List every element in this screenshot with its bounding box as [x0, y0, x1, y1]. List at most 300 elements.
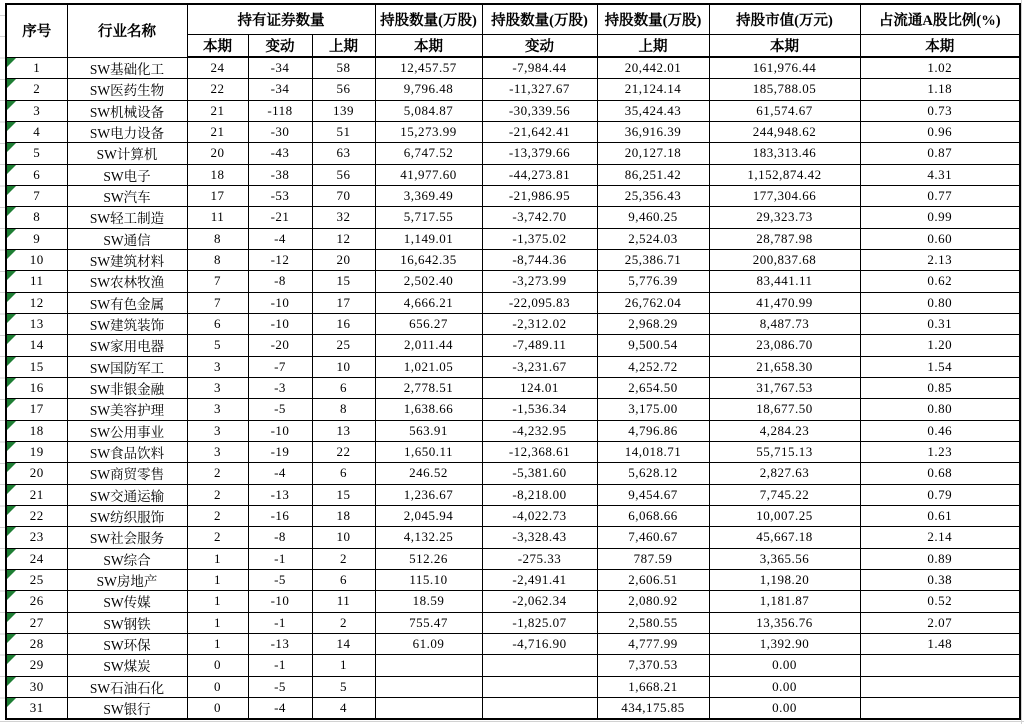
header-market-value-group[interactable]: 持股市值(万元) — [709, 4, 860, 35]
cell-qty-current[interactable]: 15,273.99 — [375, 121, 482, 142]
cell-market-value-current[interactable]: 0.00 — [709, 655, 860, 676]
cell-market-value-current[interactable]: 28,787.98 — [709, 228, 860, 249]
cell-sec-count-current[interactable]: 11 — [187, 207, 248, 228]
cell-ratio-current[interactable]: 4.31 — [860, 164, 1020, 185]
cell-seq[interactable] — [6, 697, 67, 719]
cell-sec-count-change[interactable]: -8 — [248, 527, 312, 548]
cell-ratio-current[interactable] — [860, 676, 1020, 697]
cell-qty-change[interactable]: -3,231.67 — [482, 356, 597, 377]
cell-ratio-current[interactable]: 0.31 — [860, 313, 1020, 334]
cell-sec-count-previous[interactable]: 14 — [312, 633, 375, 654]
cell-sec-count-previous[interactable]: 15 — [312, 271, 375, 292]
cell-qty-previous[interactable]: 25,356.43 — [597, 185, 709, 206]
cell-sec-count-change[interactable]: -10 — [248, 292, 312, 313]
cell-sec-count-previous[interactable]: 25 — [312, 335, 375, 356]
cell-sec-count-change[interactable]: -4 — [248, 463, 312, 484]
cell-qty-change[interactable]: -21,986.95 — [482, 185, 597, 206]
cell-qty-previous[interactable]: 5,628.12 — [597, 463, 709, 484]
cell-market-value-current[interactable]: 200,837.68 — [709, 249, 860, 270]
cell-industry[interactable]: SW汽车 — [67, 185, 187, 206]
cell-sec-count-current[interactable]: 1 — [187, 548, 248, 569]
cell-qty-change[interactable]: -30,339.56 — [482, 100, 597, 121]
cell-market-value-current[interactable]: 1,181.87 — [709, 591, 860, 612]
cell-industry[interactable]: SW电子 — [67, 164, 187, 185]
header-sec-count-current[interactable]: 本期 — [187, 35, 248, 58]
cell-ratio-current[interactable]: 0.38 — [860, 569, 1020, 590]
cell-qty-previous[interactable]: 35,424.43 — [597, 100, 709, 121]
cell-sec-count-current[interactable]: 3 — [187, 356, 248, 377]
cell-sec-count-change[interactable]: -16 — [248, 505, 312, 526]
cell-sec-count-current[interactable]: 21 — [187, 100, 248, 121]
cell-ratio-current[interactable]: 0.89 — [860, 548, 1020, 569]
cell-qty-previous[interactable]: 2,606.51 — [597, 569, 709, 590]
header-ratio-group[interactable]: 占流通A股比例(%) — [860, 4, 1020, 35]
cell-sec-count-previous[interactable]: 6 — [312, 569, 375, 590]
cell-qty-change[interactable]: -3,273.99 — [482, 271, 597, 292]
cell-ratio-current[interactable]: 1.18 — [860, 79, 1020, 100]
cell-qty-current[interactable]: 2,045.94 — [375, 505, 482, 526]
cell-qty-previous[interactable]: 9,454.67 — [597, 484, 709, 505]
cell-market-value-current[interactable]: 4,284.23 — [709, 420, 860, 441]
cell-sec-count-previous[interactable]: 1 — [312, 655, 375, 676]
cell-sec-count-previous[interactable]: 22 — [312, 441, 375, 462]
cell-qty-previous[interactable]: 7,460.67 — [597, 527, 709, 548]
cell-ratio-current[interactable]: 2.07 — [860, 612, 1020, 633]
cell-seq[interactable] — [6, 463, 67, 484]
cell-qty-change[interactable]: -1,375.02 — [482, 228, 597, 249]
cell-market-value-current[interactable]: 18,677.50 — [709, 399, 860, 420]
cell-market-value-current[interactable]: 45,667.18 — [709, 527, 860, 548]
cell-qty-change[interactable]: -4,022.73 — [482, 505, 597, 526]
cell-sec-count-change[interactable]: -10 — [248, 420, 312, 441]
cell-market-value-current[interactable]: 161,976.44 — [709, 57, 860, 79]
cell-qty-change[interactable] — [482, 655, 597, 676]
cell-sec-count-current[interactable]: 5 — [187, 335, 248, 356]
cell-qty-change[interactable]: -3,328.43 — [482, 527, 597, 548]
cell-qty-change[interactable]: -275.33 — [482, 548, 597, 569]
cell-qty-change[interactable]: -7,489.11 — [482, 335, 597, 356]
cell-sec-count-current[interactable]: 0 — [187, 697, 248, 719]
cell-qty-current[interactable]: 6,747.52 — [375, 143, 482, 164]
cell-qty-current[interactable]: 115.10 — [375, 569, 482, 590]
cell-market-value-current[interactable]: 23,086.70 — [709, 335, 860, 356]
cell-sec-count-previous[interactable]: 15 — [312, 484, 375, 505]
cell-qty-change[interactable]: -4,716.90 — [482, 633, 597, 654]
header-sec-count-previous[interactable]: 上期 — [312, 35, 375, 58]
cell-industry[interactable]: SW房地产 — [67, 569, 187, 590]
cell-seq[interactable] — [6, 143, 67, 164]
cell-qty-change[interactable]: -4,232.95 — [482, 420, 597, 441]
cell-market-value-current[interactable]: 1,198.20 — [709, 569, 860, 590]
cell-market-value-current[interactable]: 1,392.90 — [709, 633, 860, 654]
cell-qty-change[interactable]: -3,742.70 — [482, 207, 597, 228]
cell-ratio-current[interactable] — [860, 655, 1020, 676]
cell-market-value-current[interactable]: 0.00 — [709, 676, 860, 697]
cell-qty-previous[interactable]: 4,777.99 — [597, 633, 709, 654]
cell-seq[interactable] — [6, 569, 67, 590]
cell-qty-previous[interactable]: 25,386.71 — [597, 249, 709, 270]
cell-qty-current[interactable]: 656.27 — [375, 313, 482, 334]
cell-sec-count-previous[interactable]: 6 — [312, 463, 375, 484]
cell-ratio-current[interactable]: 0.46 — [860, 420, 1020, 441]
cell-seq[interactable] — [6, 207, 67, 228]
cell-sec-count-previous[interactable]: 17 — [312, 292, 375, 313]
cell-qty-previous[interactable]: 2,580.55 — [597, 612, 709, 633]
cell-industry[interactable]: SW农林牧渔 — [67, 271, 187, 292]
cell-qty-previous[interactable]: 4,796.86 — [597, 420, 709, 441]
cell-sec-count-previous[interactable]: 10 — [312, 356, 375, 377]
cell-market-value-current[interactable]: 185,788.05 — [709, 79, 860, 100]
cell-sec-count-current[interactable]: 2 — [187, 484, 248, 505]
cell-sec-count-current[interactable]: 8 — [187, 228, 248, 249]
cell-sec-count-current[interactable]: 3 — [187, 441, 248, 462]
cell-ratio-current[interactable]: 0.80 — [860, 399, 1020, 420]
cell-sec-count-current[interactable]: 2 — [187, 463, 248, 484]
cell-sec-count-change[interactable]: -34 — [248, 79, 312, 100]
cell-qty-current[interactable]: 2,011.44 — [375, 335, 482, 356]
cell-sec-count-current[interactable]: 3 — [187, 399, 248, 420]
cell-ratio-current[interactable]: 0.79 — [860, 484, 1020, 505]
cell-industry[interactable]: SW交通运输 — [67, 484, 187, 505]
cell-qty-previous[interactable]: 3,175.00 — [597, 399, 709, 420]
cell-qty-current[interactable]: 1,021.05 — [375, 356, 482, 377]
cell-qty-previous[interactable]: 2,524.03 — [597, 228, 709, 249]
cell-sec-count-current[interactable]: 3 — [187, 420, 248, 441]
cell-industry[interactable]: SW轻工制造 — [67, 207, 187, 228]
cell-qty-change[interactable]: 124.01 — [482, 377, 597, 398]
cell-ratio-current[interactable]: 1.02 — [860, 57, 1020, 79]
cell-industry[interactable]: SW传媒 — [67, 591, 187, 612]
cell-qty-previous[interactable]: 21,124.14 — [597, 79, 709, 100]
cell-sec-count-change[interactable]: -13 — [248, 484, 312, 505]
cell-qty-change[interactable]: -21,642.41 — [482, 121, 597, 142]
cell-seq[interactable] — [6, 655, 67, 676]
cell-seq[interactable] — [6, 57, 67, 79]
cell-qty-previous[interactable]: 36,916.39 — [597, 121, 709, 142]
cell-sec-count-previous[interactable]: 58 — [312, 57, 375, 79]
header-qty-current[interactable]: 本期 — [375, 35, 482, 58]
cell-industry[interactable]: SW基础化工 — [67, 57, 187, 79]
cell-sec-count-previous[interactable]: 11 — [312, 591, 375, 612]
cell-sec-count-current[interactable]: 2 — [187, 505, 248, 526]
cell-sec-count-previous[interactable]: 8 — [312, 399, 375, 420]
cell-sec-count-change[interactable]: -38 — [248, 164, 312, 185]
cell-ratio-current[interactable]: 0.62 — [860, 271, 1020, 292]
cell-sec-count-change[interactable]: -5 — [248, 676, 312, 697]
cell-market-value-current[interactable]: 3,365.56 — [709, 548, 860, 569]
cell-sec-count-change[interactable]: -12 — [248, 249, 312, 270]
cell-industry[interactable]: SW有色金属 — [67, 292, 187, 313]
cell-qty-current[interactable]: 2,502.40 — [375, 271, 482, 292]
cell-sec-count-current[interactable]: 18 — [187, 164, 248, 185]
cell-sec-count-current[interactable]: 6 — [187, 313, 248, 334]
cell-sec-count-previous[interactable]: 20 — [312, 249, 375, 270]
cell-seq[interactable] — [6, 484, 67, 505]
cell-market-value-current[interactable]: 13,356.76 — [709, 612, 860, 633]
cell-qty-previous[interactable]: 2,968.29 — [597, 313, 709, 334]
cell-sec-count-change[interactable]: -1 — [248, 655, 312, 676]
cell-qty-previous[interactable]: 5,776.39 — [597, 271, 709, 292]
cell-sec-count-current[interactable]: 3 — [187, 377, 248, 398]
cell-sec-count-change[interactable]: -10 — [248, 313, 312, 334]
cell-qty-current[interactable]: 18.59 — [375, 591, 482, 612]
cell-sec-count-current[interactable]: 7 — [187, 271, 248, 292]
cell-qty-current[interactable]: 1,236.67 — [375, 484, 482, 505]
cell-seq[interactable] — [6, 676, 67, 697]
cell-qty-change[interactable]: -8,218.00 — [482, 484, 597, 505]
cell-qty-previous[interactable]: 2,080.92 — [597, 591, 709, 612]
cell-market-value-current[interactable]: 177,304.66 — [709, 185, 860, 206]
cell-sec-count-current[interactable]: 0 — [187, 655, 248, 676]
cell-qty-current[interactable] — [375, 676, 482, 697]
cell-seq[interactable] — [6, 79, 67, 100]
cell-qty-current[interactable]: 2,778.51 — [375, 377, 482, 398]
cell-sec-count-current[interactable]: 1 — [187, 591, 248, 612]
cell-market-value-current[interactable]: 10,007.25 — [709, 505, 860, 526]
cell-seq[interactable] — [6, 100, 67, 121]
cell-sec-count-previous[interactable]: 56 — [312, 79, 375, 100]
cell-seq[interactable] — [6, 292, 67, 313]
cell-qty-change[interactable]: -7,984.44 — [482, 57, 597, 79]
cell-industry[interactable]: SW环保 — [67, 633, 187, 654]
cell-ratio-current[interactable]: 0.52 — [860, 591, 1020, 612]
cell-ratio-current[interactable]: 1.48 — [860, 633, 1020, 654]
cell-seq[interactable] — [6, 356, 67, 377]
cell-sec-count-current[interactable]: 1 — [187, 633, 248, 654]
cell-ratio-current[interactable]: 0.77 — [860, 185, 1020, 206]
cell-industry[interactable]: SW国防军工 — [67, 356, 187, 377]
cell-qty-previous[interactable]: 434,175.85 — [597, 697, 709, 719]
cell-industry[interactable]: SW煤炭 — [67, 655, 187, 676]
cell-qty-previous[interactable]: 26,762.04 — [597, 292, 709, 313]
cell-industry[interactable]: SW食品饮料 — [67, 441, 187, 462]
cell-sec-count-previous[interactable]: 56 — [312, 164, 375, 185]
cell-market-value-current[interactable]: 21,658.30 — [709, 356, 860, 377]
cell-qty-change[interactable]: -13,379.66 — [482, 143, 597, 164]
cell-qty-previous[interactable]: 4,252.72 — [597, 356, 709, 377]
cell-industry[interactable]: SW纺织服饰 — [67, 505, 187, 526]
cell-qty-change[interactable]: -12,368.61 — [482, 441, 597, 462]
cell-sec-count-change[interactable]: -7 — [248, 356, 312, 377]
cell-qty-current[interactable]: 5,717.55 — [375, 207, 482, 228]
cell-seq[interactable] — [6, 249, 67, 270]
cell-qty-previous[interactable]: 6,068.66 — [597, 505, 709, 526]
cell-sec-count-previous[interactable]: 51 — [312, 121, 375, 142]
cell-industry[interactable]: SW医药生物 — [67, 79, 187, 100]
cell-sec-count-change[interactable]: -118 — [248, 100, 312, 121]
cell-qty-change[interactable]: -5,381.60 — [482, 463, 597, 484]
cell-seq[interactable] — [6, 271, 67, 292]
cell-sec-count-change[interactable]: -20 — [248, 335, 312, 356]
cell-sec-count-change[interactable]: -21 — [248, 207, 312, 228]
cell-seq[interactable] — [6, 420, 67, 441]
cell-ratio-current[interactable]: 1.20 — [860, 335, 1020, 356]
cell-qty-previous[interactable]: 9,500.54 — [597, 335, 709, 356]
cell-industry[interactable]: SW美容护理 — [67, 399, 187, 420]
cell-industry[interactable]: SW银行 — [67, 697, 187, 719]
cell-qty-change[interactable]: -1,536.34 — [482, 399, 597, 420]
cell-qty-change[interactable]: -2,312.02 — [482, 313, 597, 334]
cell-sec-count-change[interactable]: -4 — [248, 228, 312, 249]
header-market-value-current[interactable]: 本期 — [709, 35, 860, 58]
cell-sec-count-current[interactable]: 17 — [187, 185, 248, 206]
header-qty-group-previous[interactable]: 持股数量(万股) — [597, 4, 709, 35]
cell-sec-count-change[interactable]: -30 — [248, 121, 312, 142]
cell-qty-current[interactable]: 12,457.57 — [375, 57, 482, 79]
cell-seq[interactable] — [6, 591, 67, 612]
cell-sec-count-previous[interactable]: 6 — [312, 377, 375, 398]
cell-seq[interactable] — [6, 633, 67, 654]
cell-seq[interactable] — [6, 121, 67, 142]
cell-qty-previous[interactable]: 86,251.42 — [597, 164, 709, 185]
cell-sec-count-current[interactable]: 7 — [187, 292, 248, 313]
cell-qty-current[interactable]: 1,650.11 — [375, 441, 482, 462]
cell-sec-count-previous[interactable]: 4 — [312, 697, 375, 719]
cell-market-value-current[interactable]: 244,948.62 — [709, 121, 860, 142]
cell-sec-count-change[interactable]: -13 — [248, 633, 312, 654]
cell-seq[interactable] — [6, 313, 67, 334]
cell-qty-current[interactable] — [375, 697, 482, 719]
cell-qty-current[interactable]: 16,642.35 — [375, 249, 482, 270]
cell-qty-current[interactable]: 755.47 — [375, 612, 482, 633]
cell-market-value-current[interactable]: 8,487.73 — [709, 313, 860, 334]
cell-qty-current[interactable]: 1,149.01 — [375, 228, 482, 249]
cell-sec-count-change[interactable]: -1 — [248, 548, 312, 569]
cell-industry[interactable]: SW家用电器 — [67, 335, 187, 356]
cell-seq[interactable] — [6, 505, 67, 526]
cell-market-value-current[interactable]: 1,152,874.42 — [709, 164, 860, 185]
cell-qty-previous[interactable]: 20,442.01 — [597, 57, 709, 79]
cell-ratio-current[interactable]: 1.23 — [860, 441, 1020, 462]
cell-seq[interactable] — [6, 185, 67, 206]
cell-seq[interactable] — [6, 399, 67, 420]
cell-qty-previous[interactable]: 1,668.21 — [597, 676, 709, 697]
cell-sec-count-current[interactable]: 0 — [187, 676, 248, 697]
cell-qty-current[interactable]: 5,084.87 — [375, 100, 482, 121]
cell-industry[interactable]: SW通信 — [67, 228, 187, 249]
cell-industry[interactable]: SW社会服务 — [67, 527, 187, 548]
cell-qty-change[interactable]: -8,744.36 — [482, 249, 597, 270]
cell-qty-current[interactable]: 9,796.48 — [375, 79, 482, 100]
cell-qty-change[interactable]: -2,491.41 — [482, 569, 597, 590]
cell-sec-count-previous[interactable]: 18 — [312, 505, 375, 526]
cell-market-value-current[interactable]: 7,745.22 — [709, 484, 860, 505]
cell-market-value-current[interactable]: 61,574.67 — [709, 100, 860, 121]
cell-market-value-current[interactable]: 83,441.11 — [709, 271, 860, 292]
cell-seq[interactable] — [6, 527, 67, 548]
header-qty-group-change[interactable]: 持股数量(万股) — [482, 4, 597, 35]
cell-ratio-current[interactable] — [860, 697, 1020, 719]
cell-sec-count-change[interactable]: -19 — [248, 441, 312, 462]
cell-ratio-current[interactable]: 0.87 — [860, 143, 1020, 164]
cell-sec-count-current[interactable]: 1 — [187, 569, 248, 590]
cell-industry[interactable]: SW综合 — [67, 548, 187, 569]
cell-market-value-current[interactable]: 41,470.99 — [709, 292, 860, 313]
header-qty-previous[interactable]: 上期 — [597, 35, 709, 58]
cell-sec-count-current[interactable]: 21 — [187, 121, 248, 142]
cell-industry[interactable]: SW机械设备 — [67, 100, 187, 121]
cell-ratio-current[interactable]: 0.85 — [860, 377, 1020, 398]
cell-industry[interactable]: SW电力设备 — [67, 121, 187, 142]
cell-qty-change[interactable] — [482, 676, 597, 697]
cell-ratio-current[interactable]: 0.68 — [860, 463, 1020, 484]
cell-ratio-current[interactable]: 0.96 — [860, 121, 1020, 142]
cell-qty-previous[interactable]: 2,654.50 — [597, 377, 709, 398]
cell-ratio-current[interactable]: 0.80 — [860, 292, 1020, 313]
cell-qty-current[interactable]: 4,132.25 — [375, 527, 482, 548]
cell-market-value-current[interactable]: 2,827.63 — [709, 463, 860, 484]
cell-qty-change[interactable] — [482, 697, 597, 719]
cell-sec-count-previous[interactable]: 10 — [312, 527, 375, 548]
cell-seq[interactable] — [6, 377, 67, 398]
cell-qty-current[interactable] — [375, 655, 482, 676]
cell-industry[interactable]: SW公用事业 — [67, 420, 187, 441]
header-qty-change[interactable]: 变动 — [482, 35, 597, 58]
cell-sec-count-previous[interactable]: 70 — [312, 185, 375, 206]
cell-ratio-current[interactable]: 1.54 — [860, 356, 1020, 377]
header-ratio-current[interactable]: 本期 — [860, 35, 1020, 58]
cell-sec-count-change[interactable]: -4 — [248, 697, 312, 719]
cell-industry[interactable]: SW建筑装饰 — [67, 313, 187, 334]
cell-qty-current[interactable]: 246.52 — [375, 463, 482, 484]
cell-market-value-current[interactable]: 0.00 — [709, 697, 860, 719]
cell-seq[interactable] — [6, 164, 67, 185]
cell-sec-count-change[interactable]: -8 — [248, 271, 312, 292]
cell-qty-current[interactable]: 1,638.66 — [375, 399, 482, 420]
cell-market-value-current[interactable]: 183,313.46 — [709, 143, 860, 164]
cell-sec-count-previous[interactable]: 13 — [312, 420, 375, 441]
cell-seq[interactable] — [6, 612, 67, 633]
cell-qty-change[interactable]: -1,825.07 — [482, 612, 597, 633]
cell-sec-count-previous[interactable]: 139 — [312, 100, 375, 121]
cell-sec-count-change[interactable]: -1 — [248, 612, 312, 633]
cell-sec-count-change[interactable]: -5 — [248, 399, 312, 420]
cell-sec-count-current[interactable]: 22 — [187, 79, 248, 100]
cell-industry[interactable]: SW石油石化 — [67, 676, 187, 697]
cell-ratio-current[interactable]: 0.99 — [860, 207, 1020, 228]
cell-ratio-current[interactable]: 0.61 — [860, 505, 1020, 526]
cell-ratio-current[interactable]: 0.73 — [860, 100, 1020, 121]
cell-sec-count-change[interactable]: -43 — [248, 143, 312, 164]
cell-sec-count-previous[interactable]: 32 — [312, 207, 375, 228]
cell-qty-previous[interactable]: 787.59 — [597, 548, 709, 569]
cell-sec-count-previous[interactable]: 16 — [312, 313, 375, 334]
cell-qty-previous[interactable]: 20,127.18 — [597, 143, 709, 164]
cell-qty-change[interactable]: -44,273.81 — [482, 164, 597, 185]
cell-sec-count-current[interactable]: 20 — [187, 143, 248, 164]
cell-qty-current[interactable]: 3,369.49 — [375, 185, 482, 206]
cell-ratio-current[interactable]: 2.14 — [860, 527, 1020, 548]
cell-qty-change[interactable]: -22,095.83 — [482, 292, 597, 313]
cell-qty-previous[interactable]: 7,370.53 — [597, 655, 709, 676]
cell-qty-current[interactable]: 41,977.60 — [375, 164, 482, 185]
header-industry[interactable]: 行业名称 — [67, 4, 187, 57]
cell-industry[interactable]: SW建筑材料 — [67, 249, 187, 270]
cell-ratio-current[interactable]: 2.13 — [860, 249, 1020, 270]
cell-sec-count-previous[interactable]: 63 — [312, 143, 375, 164]
cell-industry[interactable]: SW钢铁 — [67, 612, 187, 633]
cell-qty-current[interactable]: 512.26 — [375, 548, 482, 569]
cell-sec-count-change[interactable]: -34 — [248, 57, 312, 79]
cell-qty-current[interactable]: 563.91 — [375, 420, 482, 441]
cell-sec-count-current[interactable]: 2 — [187, 527, 248, 548]
cell-sec-count-current[interactable]: 1 — [187, 612, 248, 633]
cell-sec-count-change[interactable]: -10 — [248, 591, 312, 612]
cell-industry[interactable]: SW计算机 — [67, 143, 187, 164]
cell-sec-count-current[interactable]: 24 — [187, 57, 248, 79]
header-qty-group-current[interactable]: 持股数量(万股) — [375, 4, 482, 35]
cell-sec-count-current[interactable]: 8 — [187, 249, 248, 270]
